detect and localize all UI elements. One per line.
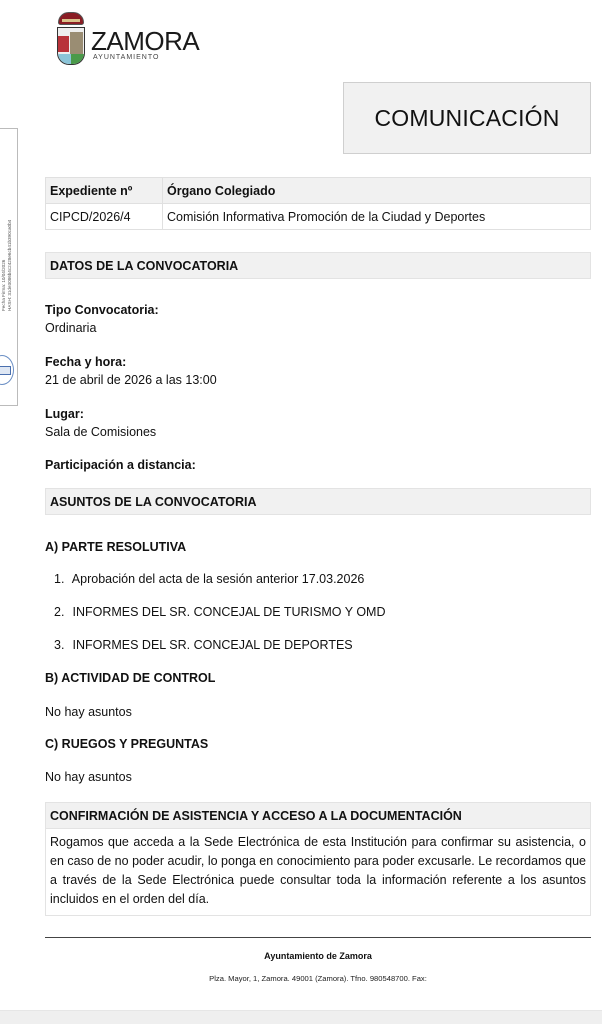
- signature-hash: HASH: 31de3086b4c2428e6cb41b390ca0b4: [7, 219, 12, 311]
- value-fecha-hora: 21 de abril de 2026 a las 13:00: [45, 373, 217, 387]
- subheading-actividad-control: B) ACTIVIDAD DE CONTROL: [45, 671, 216, 685]
- confirmation-header: CONFIRMACIÓN DE ASISTENCIA Y ACCESO A LA DOCUMENTACIÓN: [46, 803, 590, 829]
- coat-of-arms-icon: [54, 12, 88, 68]
- section-datos-header: DATOS DE LA CONVOCATORIA: [45, 252, 591, 279]
- page-bottom-band: [0, 1010, 602, 1024]
- section-asuntos-header: ASUNTOS DE LA CONVOCATORIA: [45, 488, 591, 515]
- header-organo: Órgano Colegiado: [163, 178, 591, 204]
- label-tipo-convocatoria: Tipo Convocatoria:: [45, 303, 159, 317]
- item-text: INFORMES DEL SR. CONCEJAL DE TURISMO Y OMD: [72, 605, 386, 619]
- item-text: INFORMES DEL SR. CONCEJAL DE DEPORTES: [72, 638, 353, 652]
- table-header-row: [46, 178, 591, 204]
- expediente-table: [45, 177, 591, 230]
- footer-divider: [45, 937, 591, 938]
- confirmation-box: [45, 802, 591, 916]
- item-number: 3.: [54, 638, 65, 652]
- item-text: Aprobación del acta de la sesión anterior 17.03.2026: [71, 572, 365, 586]
- subheading-ruegos-preguntas: C) RUEGOS Y PREGUNTAS: [45, 737, 209, 751]
- header-expediente: Expediente nº: [46, 178, 163, 204]
- value-tipo-convocatoria: Ordinaria: [45, 321, 97, 335]
- footer-org: Ayuntamiento de Zamora: [264, 951, 372, 961]
- seal-icon: [0, 355, 14, 385]
- list-item: [54, 638, 353, 652]
- table-row: [46, 204, 591, 230]
- ruegos-preguntas-empty: No hay asuntos: [45, 770, 132, 784]
- document-type-box: [343, 82, 591, 154]
- label-fecha-hora: Fecha y hora:: [45, 355, 127, 369]
- signature-date: Fecha Firma: 10/04/2026: [1, 259, 6, 311]
- subheading-parte-resolutiva: A) PARTE RESOLUTIVA: [45, 540, 187, 554]
- confirmation-body: Rogamos que acceda a la Sede Electrónica de esta Institución para confirmar su asistencia, o en caso de no poder acudir, lo ponga en conocimiento para poder excusarle. Le recordamos que a través de la Sede Electrónica puede consultar toda la información referente a los asuntos incluidos en el orden del día.: [50, 835, 586, 906]
- footer-address: Plza. Mayor, 1, Zamora. 49001 (Zamora). Tfno. 980548700. Fax:: [209, 974, 427, 983]
- list-item: [54, 572, 364, 586]
- cell-expediente: CIPCD/2026/4: [46, 204, 163, 230]
- actividad-control-empty: No hay asuntos: [45, 705, 132, 719]
- logo-name: ZAMORA: [91, 26, 200, 56]
- signature-stamp: [0, 128, 18, 406]
- label-participacion-distancia: Participación a distancia:: [45, 458, 196, 472]
- logo: [54, 12, 199, 68]
- label-lugar: Lugar:: [45, 407, 84, 421]
- logo-subtitle: AYUNTAMIENTO: [93, 54, 160, 61]
- item-number: 1.: [54, 572, 65, 586]
- list-item: [54, 605, 386, 619]
- cell-organo: Comisión Informativa Promoción de la Ciudad y Deportes: [163, 204, 591, 230]
- value-lugar: Sala de Comisiones: [45, 425, 157, 439]
- item-number: 2.: [54, 605, 65, 619]
- document-type-title: COMUNICACIÓN: [374, 104, 560, 131]
